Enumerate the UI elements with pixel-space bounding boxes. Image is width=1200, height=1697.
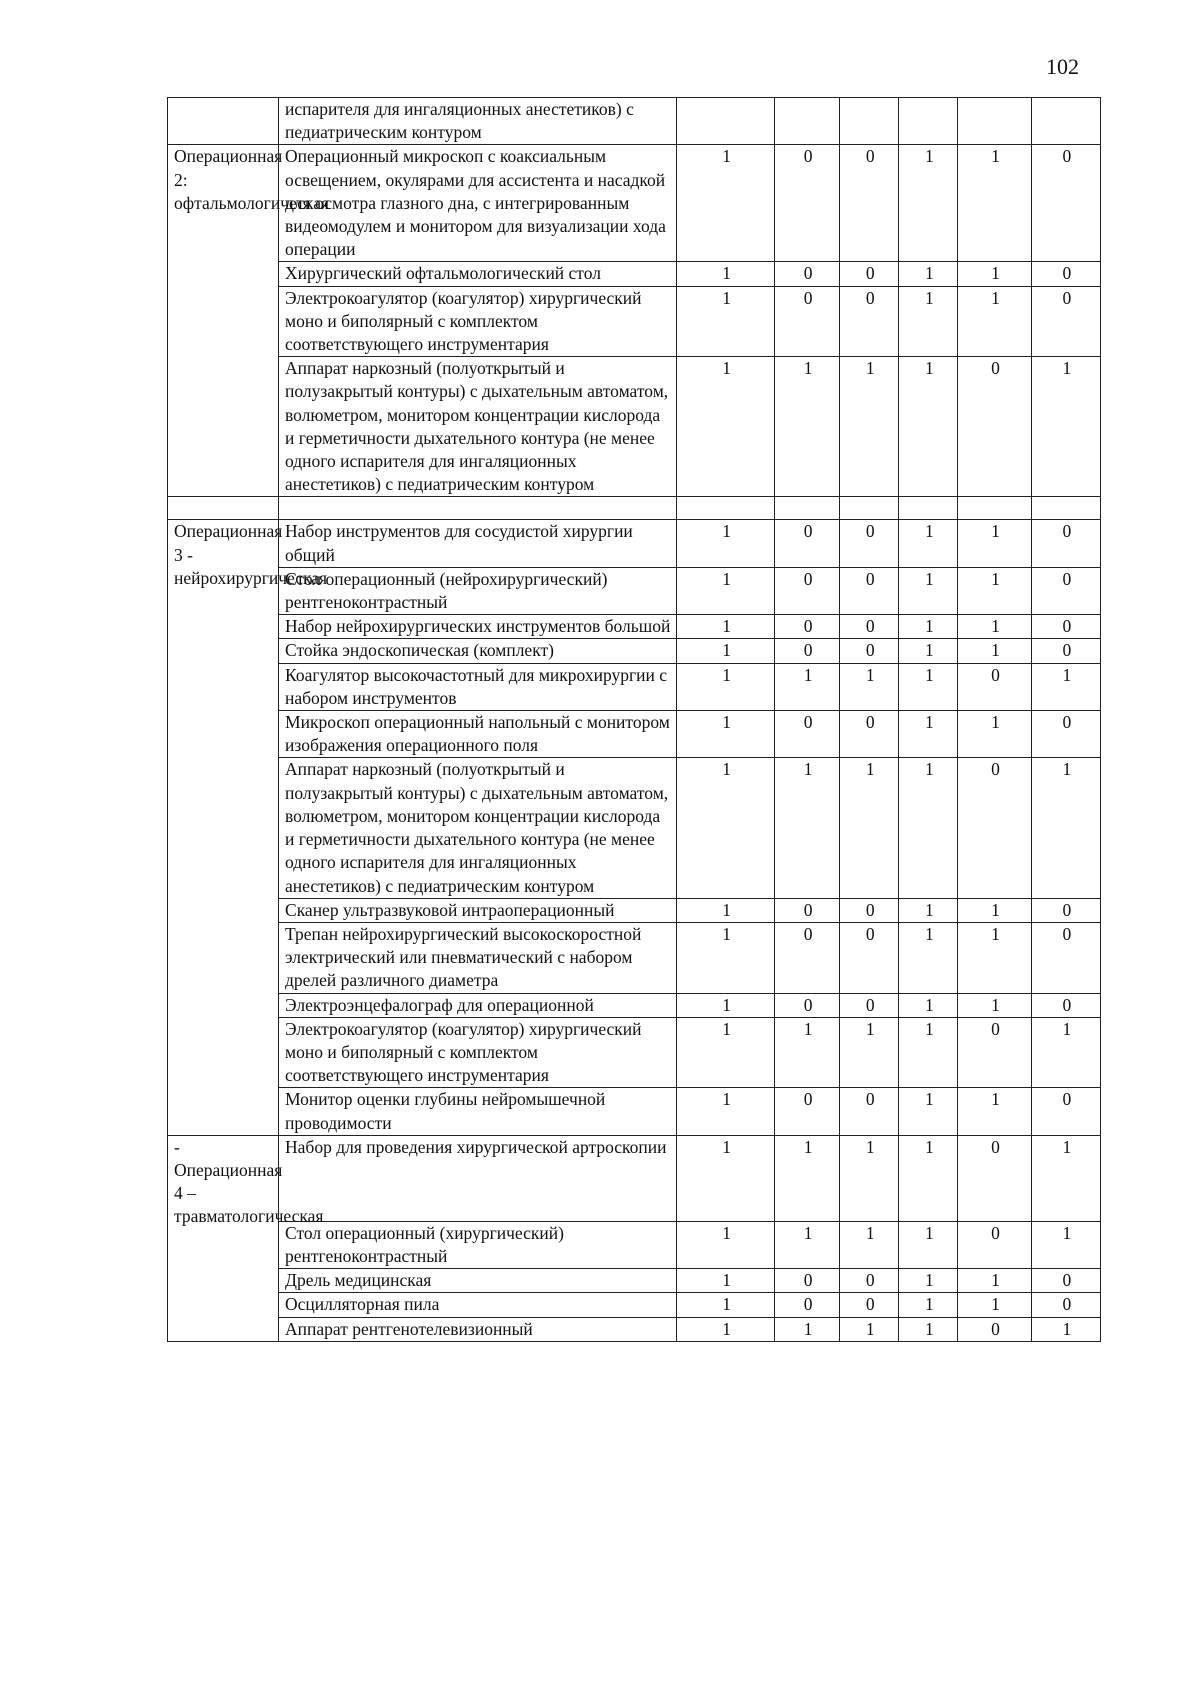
table-row bbox=[168, 758, 1101, 898]
value-cell: 1 bbox=[899, 1317, 958, 1341]
value-cell: 1 bbox=[775, 1221, 840, 1268]
value-cell: 1 bbox=[677, 520, 775, 567]
value-cell: 1 bbox=[840, 1135, 899, 1221]
item-cell: Набор инструментов для сосудистой хирургии общий bbox=[279, 520, 677, 567]
value-cell: 0 bbox=[1031, 898, 1100, 922]
value-cell: 0 bbox=[1031, 1293, 1100, 1317]
empty-row bbox=[168, 497, 1101, 520]
value-cell: 1 bbox=[677, 758, 775, 898]
section-name-cell bbox=[168, 98, 279, 145]
value-cell: 1 bbox=[677, 1293, 775, 1317]
value-cell: 1 bbox=[899, 898, 958, 922]
value-cell: 1 bbox=[899, 615, 958, 639]
item-cell: Сканер ультразвуковой интраоперационный bbox=[279, 898, 677, 922]
value-cell: 1 bbox=[958, 615, 1031, 639]
value-cell: 1 bbox=[775, 1017, 840, 1088]
table-row bbox=[168, 520, 1101, 567]
value-cell: 1 bbox=[899, 1135, 958, 1221]
item-cell: Аппарат наркозный (полуоткрытый и полузакрытый контуры) с дыхательным автоматом, волюметром, монитором концентрации кислорода и герметичности дыхательного контура (не менее одного испарителя для ингаляционных анестетиков) с педиатрическим контуром bbox=[279, 758, 677, 898]
value-cell: 1 bbox=[1031, 663, 1100, 710]
table-row bbox=[168, 1088, 1101, 1135]
value-cell: 1 bbox=[899, 1221, 958, 1268]
item-cell: Стол операционный (нейрохирургический) рентгеноконтрастный bbox=[279, 567, 677, 614]
table-row bbox=[168, 98, 1101, 145]
empty-cell bbox=[958, 497, 1031, 520]
value-cell: 1 bbox=[958, 639, 1031, 663]
value-cell: 1 bbox=[958, 711, 1031, 758]
value-cell: 1 bbox=[677, 1017, 775, 1088]
value-cell: 0 bbox=[775, 145, 840, 262]
value-cell: 1 bbox=[677, 567, 775, 614]
equipment-table bbox=[167, 97, 1101, 1342]
value-cell: 0 bbox=[958, 663, 1031, 710]
value-cell: 1 bbox=[899, 663, 958, 710]
value-cell: 0 bbox=[840, 145, 899, 262]
value-cell: 1 bbox=[1031, 1017, 1100, 1088]
table-row bbox=[168, 639, 1101, 663]
table-row bbox=[168, 1317, 1101, 1341]
value-cell: 0 bbox=[1031, 145, 1100, 262]
value-cell: 0 bbox=[840, 286, 899, 357]
value-cell: 1 bbox=[775, 357, 840, 497]
item-cell: Микроскоп операционный напольный с монитором изображения операционного поля bbox=[279, 711, 677, 758]
value-cell: 1 bbox=[899, 262, 958, 286]
value-cell: 0 bbox=[958, 1221, 1031, 1268]
empty-cell bbox=[775, 497, 840, 520]
value-cell: 1 bbox=[899, 1088, 958, 1135]
value-cell: 1 bbox=[677, 262, 775, 286]
value-cell: 1 bbox=[899, 520, 958, 567]
value-cell: 1 bbox=[958, 262, 1031, 286]
table-row bbox=[168, 1269, 1101, 1293]
table-row bbox=[168, 1221, 1101, 1268]
value-cell: 1 bbox=[899, 922, 958, 993]
value-cell: 1 bbox=[677, 898, 775, 922]
value-cell: 0 bbox=[1031, 711, 1100, 758]
value-cell: 1 bbox=[899, 286, 958, 357]
value-cell: 1 bbox=[775, 1317, 840, 1341]
empty-cell bbox=[168, 497, 279, 520]
value-cell: 0 bbox=[775, 615, 840, 639]
value-cell bbox=[775, 98, 840, 145]
value-cell: 1 bbox=[899, 639, 958, 663]
page-number: 102 bbox=[1046, 54, 1079, 79]
value-cell: 1 bbox=[840, 1221, 899, 1268]
value-cell bbox=[840, 98, 899, 145]
value-cell: 0 bbox=[958, 1017, 1031, 1088]
value-cell: 0 bbox=[1031, 286, 1100, 357]
table-row bbox=[168, 286, 1101, 357]
value-cell: 0 bbox=[775, 567, 840, 614]
item-cell: Коагулятор высокочастотный для микрохирургии с набором инструментов bbox=[279, 663, 677, 710]
value-cell bbox=[958, 98, 1031, 145]
empty-cell bbox=[279, 497, 677, 520]
value-cell: 0 bbox=[775, 711, 840, 758]
value-cell: 1 bbox=[677, 663, 775, 710]
value-cell: 0 bbox=[775, 898, 840, 922]
section-name-cell: Операционная 2: офтальмологическая bbox=[168, 145, 279, 497]
value-cell: 0 bbox=[840, 993, 899, 1017]
empty-cell bbox=[1031, 497, 1100, 520]
value-cell: 0 bbox=[840, 615, 899, 639]
item-cell: Стол операционный (хирургический) рентгеноконтрастный bbox=[279, 1221, 677, 1268]
table-row bbox=[168, 1135, 1101, 1221]
table-row bbox=[168, 711, 1101, 758]
table-row bbox=[168, 567, 1101, 614]
value-cell: 1 bbox=[840, 758, 899, 898]
table-row bbox=[168, 922, 1101, 993]
value-cell: 1 bbox=[1031, 758, 1100, 898]
item-cell: Аппарат рентгенотелевизионный bbox=[279, 1317, 677, 1341]
item-cell: Операционный микроскоп с коаксиальным освещением, окулярами для ассистента и насадкой для осмотра глазного дна, с интегрированным видеомодулем и монитором для визуализации хода операции bbox=[279, 145, 677, 262]
value-cell bbox=[1031, 98, 1100, 145]
value-cell: 0 bbox=[840, 1293, 899, 1317]
value-cell: 1 bbox=[899, 1293, 958, 1317]
item-cell: испарителя для ингаляционных анестетиков) с педиатрическим контуром bbox=[279, 98, 677, 145]
value-cell: 1 bbox=[899, 758, 958, 898]
section-name-cell: - Операционная 4 – травматологическая bbox=[168, 1135, 279, 1341]
value-cell: 1 bbox=[958, 1269, 1031, 1293]
value-cell: 0 bbox=[1031, 639, 1100, 663]
empty-cell bbox=[899, 497, 958, 520]
item-cell: Аппарат наркозный (полуоткрытый и полузакрытый контуры) с дыхательным автоматом, волюметром, монитором концентрации кислорода и герметичности дыхательного контура (не менее одного испарителя для ингаляционных анестетиков) с педиатрическим контуром bbox=[279, 357, 677, 497]
value-cell: 0 bbox=[840, 898, 899, 922]
value-cell: 0 bbox=[1031, 922, 1100, 993]
empty-cell bbox=[840, 497, 899, 520]
value-cell: 1 bbox=[958, 898, 1031, 922]
empty-cell bbox=[677, 497, 775, 520]
item-cell: Хирургический офтальмологический стол bbox=[279, 262, 677, 286]
value-cell: 0 bbox=[775, 262, 840, 286]
table-row bbox=[168, 993, 1101, 1017]
value-cell: 1 bbox=[899, 567, 958, 614]
value-cell: 1 bbox=[677, 639, 775, 663]
value-cell: 0 bbox=[840, 262, 899, 286]
value-cell: 1 bbox=[958, 922, 1031, 993]
value-cell: 0 bbox=[775, 922, 840, 993]
value-cell: 1 bbox=[958, 1088, 1031, 1135]
table-row bbox=[168, 262, 1101, 286]
value-cell: 0 bbox=[840, 639, 899, 663]
value-cell: 1 bbox=[958, 1293, 1031, 1317]
value-cell: 1 bbox=[677, 286, 775, 357]
value-cell: 0 bbox=[1031, 615, 1100, 639]
value-cell: 0 bbox=[958, 758, 1031, 898]
item-cell: Набор для проведения хирургической артроскопии bbox=[279, 1135, 677, 1221]
value-cell: 0 bbox=[840, 922, 899, 993]
value-cell: 1 bbox=[677, 145, 775, 262]
value-cell: 0 bbox=[840, 711, 899, 758]
value-cell: 1 bbox=[1031, 357, 1100, 497]
value-cell: 0 bbox=[840, 1088, 899, 1135]
value-cell: 1 bbox=[958, 145, 1031, 262]
section-name-cell: Операционная 3 - нейрохирургическая bbox=[168, 520, 279, 1135]
value-cell: 1 bbox=[775, 1135, 840, 1221]
value-cell: 0 bbox=[1031, 567, 1100, 614]
value-cell: 1 bbox=[840, 1017, 899, 1088]
value-cell: 0 bbox=[1031, 520, 1100, 567]
value-cell: 1 bbox=[677, 1317, 775, 1341]
item-cell: Дрель медицинская bbox=[279, 1269, 677, 1293]
value-cell: 1 bbox=[899, 711, 958, 758]
value-cell: 0 bbox=[775, 1269, 840, 1293]
table-row bbox=[168, 898, 1101, 922]
value-cell: 0 bbox=[775, 520, 840, 567]
table-row bbox=[168, 357, 1101, 497]
item-cell: Стойка эндоскопическая (комплект) bbox=[279, 639, 677, 663]
value-cell bbox=[899, 98, 958, 145]
value-cell: 1 bbox=[840, 663, 899, 710]
value-cell: 0 bbox=[775, 286, 840, 357]
value-cell: 1 bbox=[840, 1317, 899, 1341]
table-row bbox=[168, 1017, 1101, 1088]
value-cell: 1 bbox=[775, 758, 840, 898]
value-cell: 0 bbox=[775, 1293, 840, 1317]
value-cell: 1 bbox=[958, 567, 1031, 614]
value-cell: 1 bbox=[1031, 1135, 1100, 1221]
value-cell: 0 bbox=[958, 357, 1031, 497]
value-cell: 0 bbox=[1031, 993, 1100, 1017]
value-cell: 1 bbox=[899, 993, 958, 1017]
value-cell: 1 bbox=[899, 145, 958, 262]
value-cell: 1 bbox=[677, 711, 775, 758]
value-cell: 0 bbox=[775, 639, 840, 663]
value-cell: 1 bbox=[958, 520, 1031, 567]
table-row bbox=[168, 615, 1101, 639]
value-cell: 1 bbox=[840, 357, 899, 497]
value-cell: 1 bbox=[677, 922, 775, 993]
value-cell bbox=[677, 98, 775, 145]
value-cell: 1 bbox=[958, 286, 1031, 357]
table-row bbox=[168, 663, 1101, 710]
value-cell: 1 bbox=[677, 1135, 775, 1221]
table-row bbox=[168, 145, 1101, 262]
item-cell: Осцилляторная пила bbox=[279, 1293, 677, 1317]
value-cell: 1 bbox=[1031, 1317, 1100, 1341]
value-cell: 0 bbox=[958, 1317, 1031, 1341]
item-cell: Электрокоагулятор (коагулятор) хирургический моно и биполярный с комплектом соответствующего инструментария bbox=[279, 1017, 677, 1088]
item-cell: Электроэнцефалограф для операционной bbox=[279, 993, 677, 1017]
value-cell: 1 bbox=[677, 993, 775, 1017]
item-cell: Монитор оценки глубины нейромышечной проводимости bbox=[279, 1088, 677, 1135]
item-cell: Электрокоагулятор (коагулятор) хирургический моно и биполярный с комплектом соответствующего инструментария bbox=[279, 286, 677, 357]
value-cell: 0 bbox=[840, 1269, 899, 1293]
value-cell: 0 bbox=[775, 993, 840, 1017]
value-cell: 0 bbox=[1031, 1088, 1100, 1135]
value-cell: 0 bbox=[1031, 1269, 1100, 1293]
value-cell: 0 bbox=[958, 1135, 1031, 1221]
value-cell: 1 bbox=[1031, 1221, 1100, 1268]
value-cell: 0 bbox=[840, 567, 899, 614]
value-cell: 1 bbox=[677, 1221, 775, 1268]
value-cell: 1 bbox=[899, 357, 958, 497]
value-cell: 1 bbox=[899, 1017, 958, 1088]
item-cell: Трепан нейрохирургический высокоскоростной электрический или пневматический с набором дрелей различного диаметра bbox=[279, 922, 677, 993]
value-cell: 1 bbox=[899, 1269, 958, 1293]
value-cell: 0 bbox=[775, 1088, 840, 1135]
value-cell: 0 bbox=[840, 520, 899, 567]
item-cell: Набор нейрохирургических инструментов большой bbox=[279, 615, 677, 639]
value-cell: 1 bbox=[677, 615, 775, 639]
value-cell: 1 bbox=[677, 357, 775, 497]
value-cell: 1 bbox=[677, 1088, 775, 1135]
value-cell: 1 bbox=[677, 1269, 775, 1293]
value-cell: 1 bbox=[775, 663, 840, 710]
table-row bbox=[168, 1293, 1101, 1317]
value-cell: 1 bbox=[958, 993, 1031, 1017]
value-cell: 0 bbox=[1031, 262, 1100, 286]
